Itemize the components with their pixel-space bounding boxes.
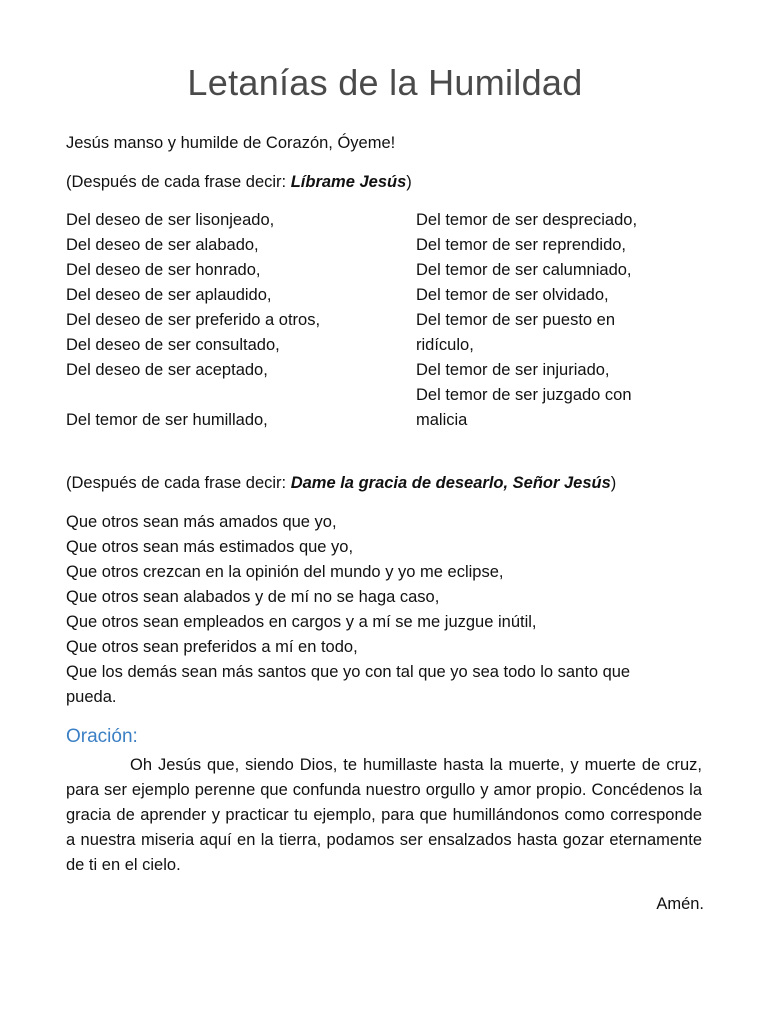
litany-right-item: malicia: [416, 411, 468, 429]
grace-list-item: Que otros sean preferidos a mí en todo,: [66, 638, 358, 656]
litany-right-item: Del temor de ser puesto en: [416, 311, 616, 329]
prayer-heading: Oración:: [66, 726, 138, 747]
instruction-1-prefix: (Después de cada frase decir:: [66, 173, 291, 191]
amen-line: Amén.: [656, 895, 704, 913]
grace-list-item: Que los demás sean más santos que yo con tal que yo sea todo lo santo que: [66, 663, 631, 681]
litany-left-item: Del deseo de ser aceptado,: [66, 361, 268, 379]
litany-left-item: Del deseo de ser consultado,: [66, 336, 280, 354]
grace-list-item: Que otros sean más amados que yo,: [66, 513, 337, 531]
grace-list-item: Que otros sean alabados y de mí no se haga caso,: [66, 588, 440, 606]
document-title: Letanías de la Humildad: [187, 62, 583, 103]
litany-right-item: Del temor de ser reprendido,: [416, 236, 627, 254]
instruction-line-2: [66, 471, 616, 496]
instruction-2-suffix: ): [610, 474, 617, 492]
instruction-2-emphasis: Dame la gracia de desearlo, Señor Jesús: [290, 474, 611, 492]
litany-left-item: Del deseo de ser preferido a otros,: [66, 311, 321, 329]
litany-left-column: [66, 208, 406, 433]
litany-left-item: Del deseo de ser alabado,: [66, 236, 259, 254]
prayer-paragraph: Oh Jesús que, siendo Dios, te humillaste hasta la muerte, y muerte de cruz, para ser ejemplo perenne que confunda nuestro orgullo y amor propio. Concédenos la gracia de aprender y practicar tu ejemplo, para que humillándonos como corresponde a nuestra miseria aquí en la tierra, podamos ser ensalzados hasta gozar eternamente de ti en el cielo.: [66, 756, 702, 874]
litany-right-column: [416, 208, 706, 433]
litany-right-item: Del temor de ser injuriado,: [416, 361, 610, 379]
litany-right-item: ridículo,: [416, 336, 474, 354]
litany-left-spacer: [66, 383, 406, 408]
grace-list: [66, 510, 706, 710]
instruction-2-prefix: (Después de cada frase decir:: [66, 474, 291, 492]
litany-left-item: Del deseo de ser lisonjeado,: [66, 211, 275, 229]
litany-left-item: Del deseo de ser aplaudido,: [66, 286, 272, 304]
instruction-1-emphasis: Líbrame Jesús: [290, 173, 407, 191]
instruction-line-1: [66, 170, 412, 195]
intro-line: Jesús manso y humilde de Corazón, Óyeme!: [66, 134, 396, 152]
grace-list-item: pueda.: [66, 688, 117, 706]
litany-right-item: Del temor de ser juzgado con: [416, 386, 632, 404]
grace-list-item: Que otros crezcan en la opinión del mundo y yo me eclipse,: [66, 563, 504, 581]
litany-right-item: Del temor de ser olvidado,: [416, 286, 609, 304]
instruction-1-suffix: ): [406, 173, 412, 191]
litany-right-item: Del temor de ser calumniado,: [416, 261, 632, 279]
litany-right-item: Del temor de ser despreciado,: [416, 211, 638, 229]
grace-list-item: Que otros sean empleados en cargos y a mí se me juzgue inútil,: [66, 613, 537, 631]
grace-list-item: Que otros sean más estimados que yo,: [66, 538, 354, 556]
litany-left-item: Del deseo de ser honrado,: [66, 261, 261, 279]
litany-left-item: Del temor de ser humillado,: [66, 411, 268, 429]
